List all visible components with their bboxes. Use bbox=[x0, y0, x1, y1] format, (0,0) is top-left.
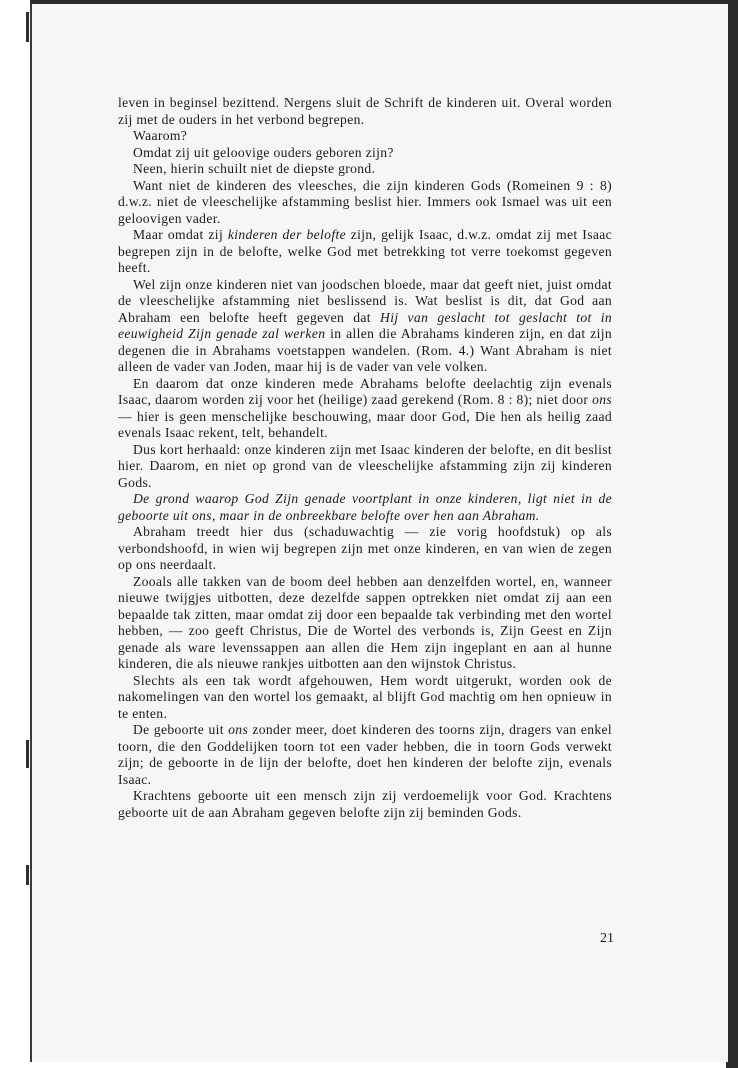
paragraph bbox=[118, 227, 612, 277]
paragraph bbox=[118, 491, 612, 524]
text-run: Want niet de kinderen des vleesches, die zijn kinderen Gods (Romeinen 9 : 8) d.w.z. niet de vleeschelijke afstamming beslist hier. Immers ook Ismael was uit een geloovigen vader. bbox=[118, 177, 612, 226]
paragraph bbox=[118, 145, 612, 162]
text-run: zonder meer, doet kinderen des toorns zijn, dragers van enkel toorn, die den Goddelijken toorn tot een vader hebben, die in toorn Gods verwekt zijn; de geboorte in de lijn der belofte, doet hen kinderen der belofte zijn, evenals Isaac. bbox=[118, 722, 613, 787]
italic-text: ons bbox=[228, 722, 249, 737]
italic-text: De grond waarop God Zijn genade voortplant in onze kinderen, ligt niet in de geboorte uit ons, maar in de onbreekbare belofte over hen aan Abraham. bbox=[118, 491, 612, 523]
text-run: leven in beginsel bezittend. Nergens sluit de Schrift de kinderen uit. Overal worden zij met de ouders in het verbond begrepen. bbox=[118, 95, 612, 127]
italic-text: ons bbox=[592, 392, 612, 407]
text-run: Zooals alle takken van de boom deel hebben aan denzelfden wortel, en, wanneer nieuwe twijgjes uitbotten, deze dezelfde sappen optrekken niet omdat zij aan een bepaalde tak zitten, maar omdat zij door een bepaalde tak verbinding met den wortel hebben, — zoo geeft Christus, Die de Wortel des verbonds is, Zijn Geest en Zijn genade als ware levenssappen aan allen die Hem zijn ingeplant en aan al hunne kinderen, die als nieuwe rankjes uitbotten aan den wijnstok Christus. bbox=[118, 573, 612, 671]
body-text bbox=[118, 95, 612, 821]
text-run: Waarom? bbox=[133, 128, 188, 143]
text-run: — hier is geen menschelijke beschouwing, maar door God, Die hen als heilig zaad evenals Isaac rekent, telt, behandelt. bbox=[118, 408, 612, 440]
italic-text: kinderen der belofte bbox=[227, 227, 346, 242]
paragraph bbox=[118, 128, 612, 145]
binding-mark bbox=[26, 865, 29, 885]
text-run: De geboorte uit bbox=[133, 722, 229, 737]
paragraph bbox=[118, 95, 612, 128]
text-run: zijn, gelijk Isaac, d.w.z. omdat zij met Isaac begrepen zijn in de belofte, welke God met betrekking tot verre toekomst gegeven heeft. bbox=[118, 227, 612, 275]
text-run: Krachtens geboorte uit een mensch zijn zij verdoemelijk voor God. Krachtens geboorte uit de aan Abraham gegeven belofte zijn zij beminden Gods. bbox=[118, 788, 612, 820]
italic-text: Hij van geslacht tot geslacht tot in eeuwigheid Zijn genade zal werken bbox=[118, 309, 612, 341]
paragraph bbox=[118, 673, 612, 723]
text-run: in allen die Abrahams kinderen zijn, en dat zijn degenen die in Abrahams voetstappen wandelen. (Rom. 4.) Want Abraham is niet alleen de vader van Joden, maar hij is de vader van vele volken. bbox=[118, 326, 612, 374]
text-run: Slechts als een tak wordt afgehouwen, Hem wordt uitgerukt, worden ook de nakomelingen van den wortel los gemaakt, al blijft God machtig om hen opnieuw in te enten. bbox=[118, 672, 612, 721]
text-run: En daarom dat onze kinderen mede Abrahams belofte deelachtig zijn evenals Isaac, daarom worden zij voor het (heilige) zaad gerekend (Rom. 8 : 8); niet door bbox=[118, 375, 612, 407]
text-run: Maar omdat zij bbox=[133, 227, 228, 242]
text-run: Neen, hierin schuilt niet de diepste grond. bbox=[133, 161, 376, 176]
paragraph bbox=[118, 161, 612, 178]
paragraph bbox=[118, 524, 612, 574]
page-number: 21 bbox=[600, 931, 614, 946]
paragraph bbox=[118, 376, 612, 442]
paragraph bbox=[118, 722, 612, 788]
paragraph bbox=[118, 178, 612, 228]
paragraph bbox=[118, 788, 612, 821]
text-run: Dus kort herhaald: onze kinderen zijn met Isaac kinderen der belofte, en dit beslist hier. Daarom, en niet op grond van de vleeschelijke afstamming zijn zij kinderen Gods. bbox=[118, 441, 612, 490]
paragraph bbox=[118, 574, 612, 673]
text-run: Wel zijn onze kinderen niet van joodschen bloede, maar dat geeft niet, juist omdat de vleeschelijke afstamming niet beslissend is. Wat beslist is dit, dat God aan Abraham een belofte heeft gegeven dat bbox=[118, 276, 612, 325]
text-run: Abraham treedt hier dus (schaduwachtig — zie vorig hoofdstuk) op als verbondshoofd, in wien wij begrepen zijn met onze kinderen, en van wien de zegen op ons neerdaalt. bbox=[118, 524, 612, 572]
binding-mark bbox=[26, 12, 29, 42]
paragraph bbox=[118, 442, 612, 492]
paragraph bbox=[118, 277, 612, 376]
text-run: Omdat zij uit geloovige ouders geboren zijn? bbox=[133, 144, 394, 160]
binding-mark bbox=[26, 740, 29, 768]
